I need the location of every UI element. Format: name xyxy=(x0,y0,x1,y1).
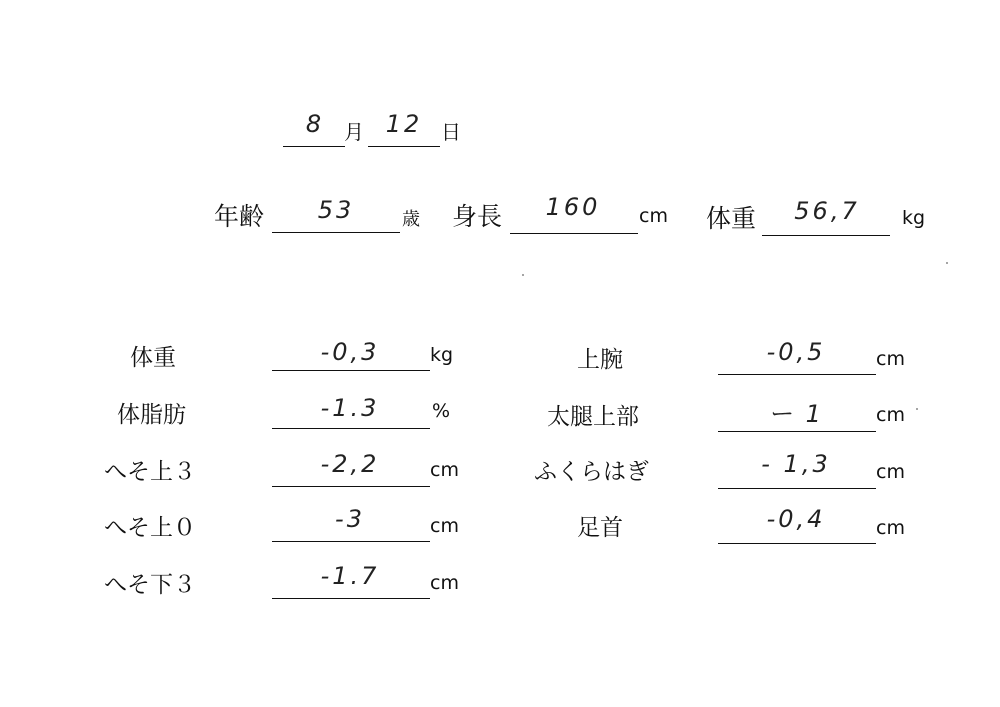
right-underline-calf xyxy=(718,488,876,489)
left-underline-body-fat xyxy=(272,428,430,429)
left-unit-body-fat: % xyxy=(432,400,451,422)
height-label: 身長 xyxy=(452,202,503,231)
right-label-ankle: 足首 xyxy=(577,515,623,541)
age-value: 53 xyxy=(317,196,355,224)
right-unit-calf: cm xyxy=(876,461,905,483)
left-unit-navel-below-3: cm xyxy=(430,572,459,594)
month-unit: 月 xyxy=(344,120,364,144)
scan-speck xyxy=(946,262,948,264)
left-underline-weight xyxy=(272,370,430,371)
day-unit: 日 xyxy=(441,120,461,144)
left-underline-navel-below-3 xyxy=(272,598,430,599)
left-value-body-fat: -1.3 xyxy=(320,394,380,422)
right-label-upper-arm: 上腕 xyxy=(577,347,623,373)
right-underline-upper-thigh xyxy=(718,431,876,432)
right-value-ankle: -0,4 xyxy=(766,505,826,533)
weight-value: 56,7 xyxy=(794,197,860,225)
month-value: 8 xyxy=(305,110,325,138)
right-label-upper-thigh: 太腿上部 xyxy=(547,404,639,430)
right-underline-ankle xyxy=(718,543,876,544)
right-unit-upper-thigh: cm xyxy=(876,404,905,426)
left-unit-navel-0: cm xyxy=(430,515,459,537)
left-label-weight: 体重 xyxy=(130,345,176,371)
left-unit-weight: kg xyxy=(430,344,454,366)
left-underline-navel-0 xyxy=(272,541,430,542)
left-label-navel-above-3: へそ上３ xyxy=(104,459,196,485)
day-underline xyxy=(368,146,440,147)
right-value-calf: - 1,3 xyxy=(761,450,831,478)
left-underline-navel-above-3 xyxy=(272,486,430,487)
month-underline xyxy=(283,146,345,147)
left-unit-navel-above-3: cm xyxy=(430,459,459,481)
age-unit: 歳 xyxy=(402,209,420,230)
weight-unit: kg xyxy=(902,207,926,229)
right-underline-upper-arm xyxy=(718,374,876,375)
age-underline xyxy=(272,232,400,233)
right-unit-upper-arm: cm xyxy=(876,348,905,370)
left-value-navel-above-3: -2,2 xyxy=(320,450,380,478)
weight-label: 体重 xyxy=(706,204,757,233)
left-value-weight: -0,3 xyxy=(320,338,380,366)
left-label-navel-0: へそ上０ xyxy=(104,515,196,541)
right-label-calf: ふくらはぎ xyxy=(534,459,649,485)
age-label: 年齢 xyxy=(214,202,265,231)
height-unit: cm xyxy=(639,205,668,227)
weight-underline xyxy=(762,235,890,236)
left-label-body-fat: 体脂肪 xyxy=(117,402,186,428)
left-value-navel-below-3: -1.7 xyxy=(320,562,380,590)
scan-speck xyxy=(522,274,524,276)
height-value: 160 xyxy=(545,193,601,221)
right-value-upper-arm: -0,5 xyxy=(766,338,826,366)
right-unit-ankle: cm xyxy=(876,517,905,539)
left-label-navel-below-3: へそ下３ xyxy=(104,572,196,598)
height-underline xyxy=(510,233,638,234)
scan-speck xyxy=(916,408,918,410)
right-value-upper-thigh: ー 1 xyxy=(768,400,824,428)
day-value: 12 xyxy=(385,110,423,138)
left-value-navel-0: -3 xyxy=(335,505,365,533)
